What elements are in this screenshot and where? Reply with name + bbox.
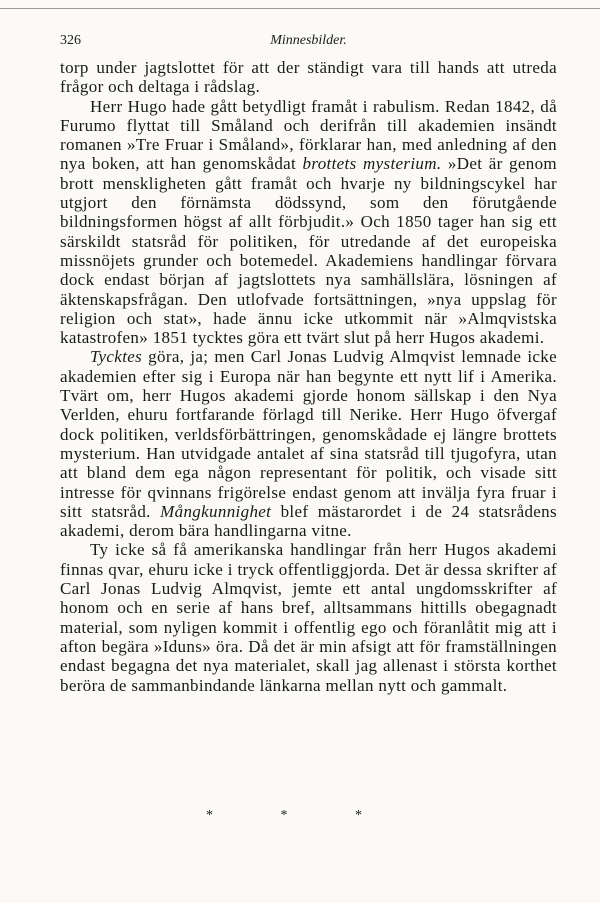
paragraph-3-italic: Tycktes [90, 347, 143, 367]
paragraph-2-text-b: »Det är genom brott menskligheten gått framåt och hvarje ny bildningscykel har utgjort den förnämsta dödssynd, som den förutgående bildningsformen högst af allt förbjudit.» Och 1850 tager han sig ett särskildt statsråd för politiken, för utredande af det europeiska missnöjets grunder och botemedel. Akademiens handlingar förvara dock endast början af jagtslottets nya samhällslära, lösningen af äktenskapsfrågan. Den utlofvade fortsättningen, »nya uppslag för religion och stat», hade ännu icke utkommit när »Almqvistska katastrofen» 1851 tycktes göra ett tvärt slut på herr Hugos akademi. [60, 154, 557, 348]
paragraph-1-text: torp under jagtslottet för att der ständigt vara till hands att utreda frågor och deltaga i rådslag. [60, 58, 557, 97]
top-rule [0, 8, 600, 9]
body-text [60, 58, 557, 695]
paragraph-3-text-a: göra, ja; men Carl Jonas Ludvig Almqvist lemnade icke akademien efter sig i Europa när han begynte ett nytt lif i Amerika. Tvärt om, herr Hugos akademi gjorde honom sällskap i den Nya Verlden, ehuru fortfarande förlagd till Nerike. Herr Hugo öfvergaf dock politiken, verldsförbättringen, genomskådade ej längre brottets mysterium. Han utvidgade antalet af sina statsråd till tjugofyra, utan att bland dem ega någon representant för politik, och visade sitt intresse för qvinnans frigörelse endast genom att invälja fyra fruar i sitt statsråd. [60, 347, 557, 521]
paragraph-2 [60, 97, 557, 348]
paragraph-4 [60, 540, 557, 694]
section-separator: * * * [206, 808, 394, 823]
paragraph-2-italic: brottets mysterium. [302, 154, 442, 174]
paragraph-3-text-b: blef mästarordet i de 24 statsrådens akademi, derom bära handlingarna vitne. [60, 501, 557, 541]
paragraph-4-text: Ty icke så få amerikanska handlingar från herr Hugos akademi finnas qvar, ehuru icke i tryck offentliggjorda. Det är dessa skrifter af Carl Jonas Ludvig Almqvist, jemte ett antal ungdomsskrifter af honom och en serie af hans bref, alltsammans hittills obegagnadt material, som nyligen kommit i offentlig ego och föranlåtit mig att i afton begära »Iduns» öra. Då det är min afsigt att för framställningen endast begagna det nya materialet, skall jag allenast i största korthet beröra de sammanbindande länkarna mellan nytt och gammalt. [60, 540, 557, 695]
paragraph-1 [60, 58, 557, 97]
paragraph-3 [60, 347, 557, 540]
paragraph-2-text-a: Herr Hugo hade gått betydligt framåt i rabulism. Redan 1842, då Furumo flyttat till Småland och derifrån till akademien insändt romanen »Tre Fruar i Småland», förklarar han, med anledning af den nya boken, att han genomskådat [60, 96, 557, 174]
page-number: 326 [60, 33, 81, 48]
page-header [60, 33, 557, 53]
running-title: Minnesbilder. [270, 33, 347, 48]
paragraph-3-italic-2: Mångkunnighet [160, 501, 272, 521]
